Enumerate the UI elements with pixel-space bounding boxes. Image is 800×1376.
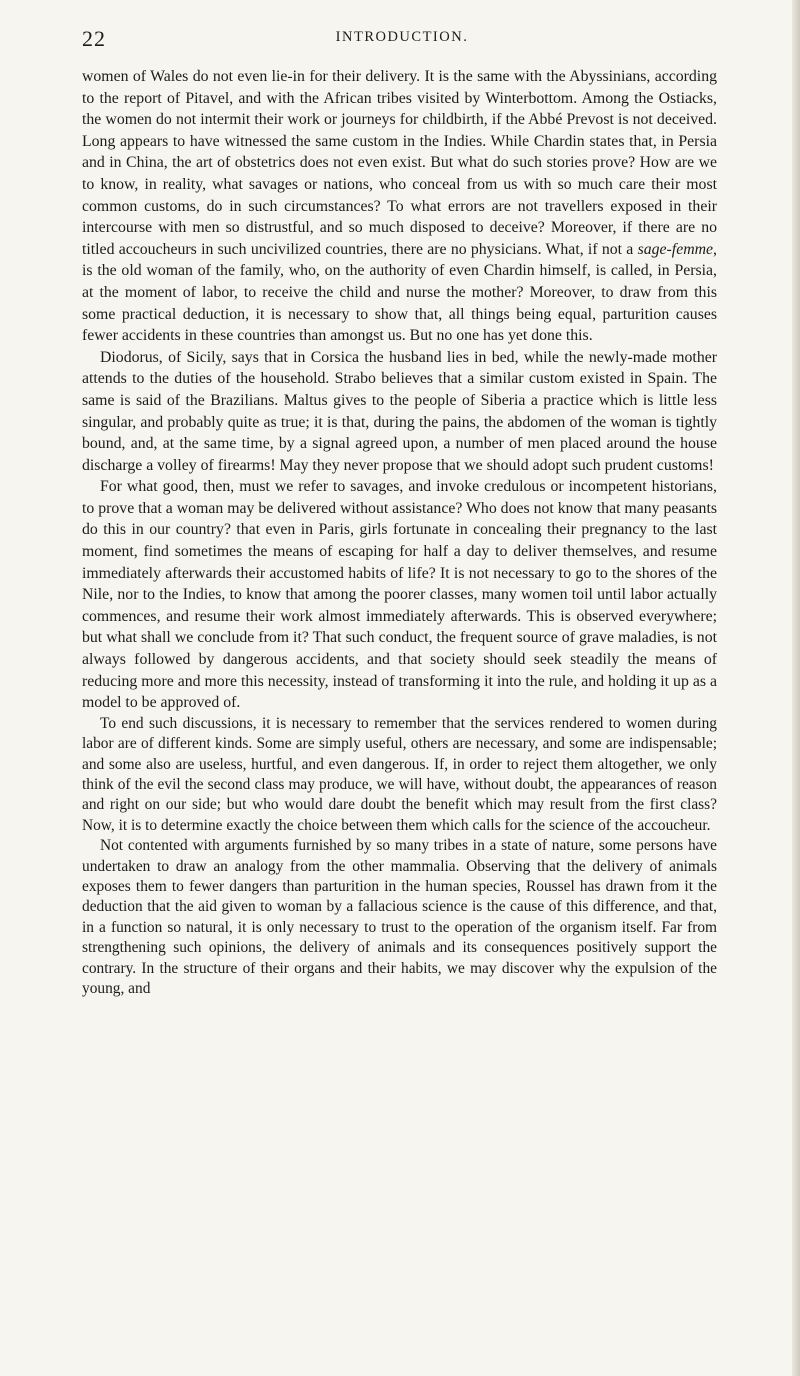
paragraph-1-text: women of Wales do not even lie-in for their delivery. It is the same with the Abyssinians, according to the report of Pitavel, and with the African tribes visited by Winterbottom. Among the Ostiacks, the women do not intermit their work or journeys for childbirth, if the Abbé Prevost is not deceived. Long appears to have witnessed the same custom in the Indies. While Chardin states that, in Persia and in China, the art of obstetrics does not even exist. But what do such stories prove? How are we to know, in reality, what savages or nations, who conceal from us with so much care their most common customs, do in such circumstances? To what errors are not travellers exposed in their intercourse with men so distrustful, and so much disposed to deceive? Moreover, if there are no titled accoucheurs in such uncivilized countries, there are no physicians. What, if not a <box>82 68 717 258</box>
paragraph-2: Diodorus, of Sicily, says that in Corsica the husband lies in bed, while the newly-made mother attends to the duties of the household. Strabo believes that a similar custom existed in Spain. The same is said of the Brazilians. Maltus gives to the people of Siberia a practice which is little less singular, and probably quite as true; it is that, during the pains, the abdomen of the woman is tightly bound, and, at the same time, by a signal agreed upon, a number of men placed around the house discharge a volley of firearms! May they never propose that we should adopt such prudent customs! <box>82 348 717 474</box>
paragraph-5: Not contented with arguments furnished by so many tribes in a state of nature, some persons have undertaken to draw an analogy from the other mammalia. Observing that the delivery of animals exposes them to fewer dangers than parturition in the human species, Roussel has drawn from it the deduction that the aid given to woman by a fallacious science is the cause of this difference, and that, in a function so natural, it is only necessary to trust to the operation of the organism itself. Far from strengthening such opinions, the delivery of animals and its consequences positively support the contrary. In the structure of their organs and their habits, we may discover why the expulsion of the young, and <box>82 837 717 998</box>
paragraph-1-italic: sage-femme <box>637 240 714 258</box>
paragraph-4: To end such discussions, it is necessary to remember that the services rendered to women during labor are of different kinds. Some are simply useful, others are necessary, and some are indispensable; and some also are useless, hurtful, and even dangerous. If, in order to reject them altogether, we only think of the evil the second class may produce, we will have, without doubt, the appearances of reason and right on our side; but who would dare doubt the benefit which may result from the first class? Now, it is to determine exactly the choice between them which calls for the science of the accoucheur. <box>82 714 717 834</box>
page-header <box>82 26 722 54</box>
running-head: INTRODUCTION. <box>335 29 469 45</box>
body-text <box>82 66 717 1000</box>
paragraph-1 <box>82 66 717 347</box>
paragraph-1-text-after: , is the old woman of the family, who, on the authority of even Chardin himself, is called, in Persia, at the moment of labor, to receive the child and nurse the mother? Moreover, to draw from this some practical deduction, it is necessary to show that, all things being equal, parturition causes fewer accidents in these countries than amongst us. But no one has yet done this. <box>82 240 717 345</box>
page-edge <box>792 0 800 1376</box>
page-number: 22 <box>82 26 106 51</box>
paragraph-3: For what good, then, must we refer to savages, and invoke credulous or incompetent historians, to prove that a woman may be delivered without assistance? Who does not know that many peasants do this in our country? that even in Paris, girls fortunate in concealing their pregnancy to the last moment, find sometimes the means of escaping for half a day to deliver themselves, and resume immediately afterwards their accustomed habits of life? It is not necessary to go to the shores of the Nile, nor to the Indies, to know that among the poorer classes, many women toil until labor actually commences, and resume their work almost immediately afterwards. This is observed everywhere; but what shall we conclude from it? That such conduct, the frequent source of grave maladies, is not always followed by dangerous accidents, and that society should seek steadily the means of reducing more and more this necessity, instead of transforming it into the rule, and holding it up as a model to be approved of. <box>82 478 717 712</box>
